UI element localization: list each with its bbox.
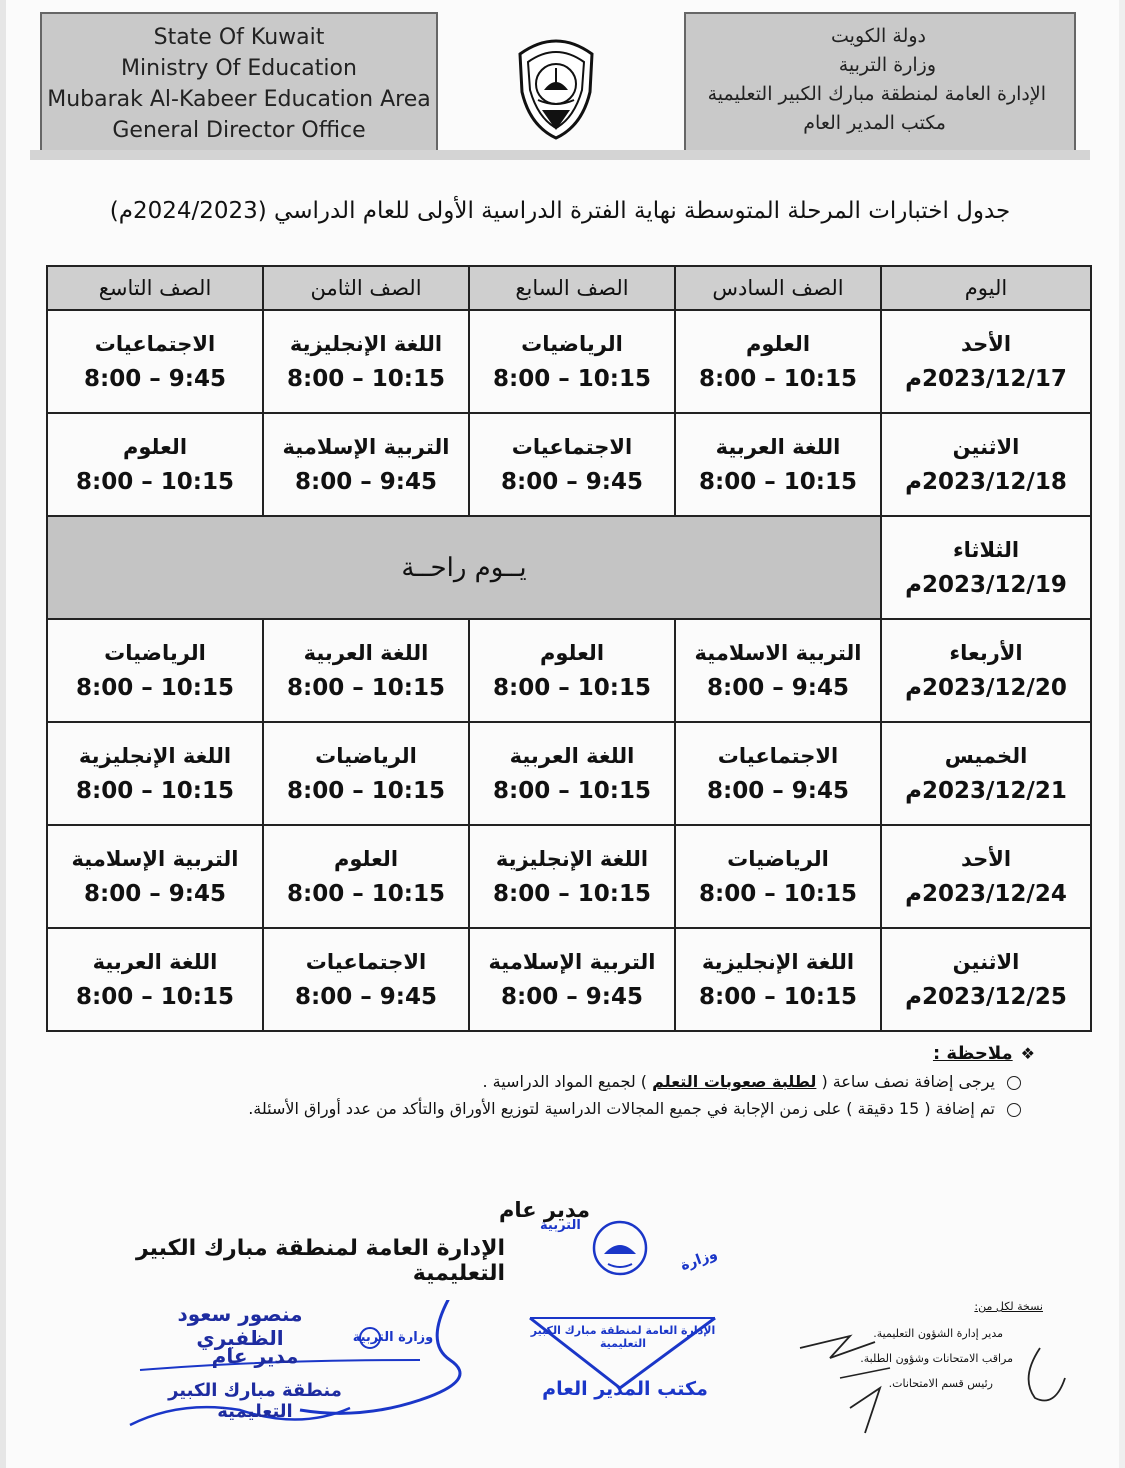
copies-item: رئيس قسم الامتحانات. bbox=[888, 1377, 993, 1390]
day-name: الخميس bbox=[944, 743, 1028, 768]
day-date: 2023/12/17م bbox=[905, 365, 1067, 392]
note-text: يرجى إضافة نصف ساعة ( bbox=[821, 1072, 995, 1091]
exam-time: 8:00 – 10:15 bbox=[76, 674, 234, 701]
exam-cell bbox=[469, 310, 675, 413]
day-name: الثلاثاء bbox=[952, 537, 1020, 562]
header-arabic-line: وزارة التربية bbox=[838, 54, 936, 76]
exam-cell bbox=[675, 722, 881, 825]
header-english-line: Mubarak Al-Kabeer Education Area bbox=[47, 87, 431, 112]
exam-time: 8:00 – 10:15 bbox=[76, 777, 234, 804]
exam-subject: اللغة العربية bbox=[303, 640, 429, 665]
exam-subject: الاجتماعيات bbox=[511, 434, 633, 459]
table-row bbox=[47, 516, 1091, 619]
day-cell bbox=[881, 825, 1091, 928]
page-edge-left bbox=[0, 0, 6, 1468]
rest-day-cell: يــوم راحــة bbox=[47, 516, 881, 619]
exam-subject: اللغة العربية bbox=[92, 949, 218, 974]
exam-time: 8:00 – 9:45 bbox=[84, 880, 226, 907]
stamp-text: التربية bbox=[540, 1218, 581, 1233]
day-date: 2023/12/25م bbox=[905, 983, 1067, 1010]
exam-time: 8:00 – 10:15 bbox=[493, 880, 651, 907]
exam-subject: العلوم bbox=[745, 331, 811, 356]
header-arabic-line: الإدارة العامة لمنطقة مبارك الكبير التعليمية bbox=[707, 83, 1046, 105]
day-date: 2023/12/24م bbox=[905, 880, 1067, 907]
exam-time: 8:00 – 10:15 bbox=[699, 983, 857, 1010]
exam-cell bbox=[469, 825, 675, 928]
exam-subject: اللغة الإنجليزية bbox=[289, 331, 443, 356]
director-stamp bbox=[120, 1300, 480, 1440]
exam-cell bbox=[47, 619, 263, 722]
exam-cell bbox=[263, 722, 469, 825]
exam-cell bbox=[263, 928, 469, 1031]
exam-subject: الاجتماعيات bbox=[305, 949, 427, 974]
exam-subject: التربية الإسلامية bbox=[71, 846, 239, 871]
day-cell bbox=[881, 516, 1091, 619]
diamond-bullet-icon: ❖ bbox=[1020, 1044, 1035, 1063]
exam-time: 8:00 – 9:45 bbox=[501, 983, 643, 1010]
stamp-text: منطقة مبارك الكبير التعليمية bbox=[168, 1380, 342, 1422]
column-header-grade-8: الصف الثامن bbox=[263, 266, 469, 310]
day-cell bbox=[881, 310, 1091, 413]
exam-cell bbox=[469, 619, 675, 722]
stamp-text: وزارة التربية bbox=[352, 1330, 434, 1345]
exam-cell bbox=[263, 310, 469, 413]
exam-time: 8:00 – 10:15 bbox=[76, 983, 234, 1010]
exam-cell bbox=[469, 722, 675, 825]
stamp-text: منصور سعود الظفيري bbox=[177, 1302, 303, 1350]
day-date: 2023/12/21م bbox=[905, 777, 1067, 804]
table-header-row bbox=[47, 266, 1091, 310]
exam-subject: الرياضيات bbox=[521, 331, 623, 356]
exam-time: 8:00 – 10:15 bbox=[699, 880, 857, 907]
exam-subject: العلوم bbox=[122, 434, 188, 459]
copies-item: مدير إدارة الشؤون التعليمية. bbox=[873, 1327, 1003, 1340]
exam-cell bbox=[263, 619, 469, 722]
table-row bbox=[47, 722, 1091, 825]
exam-time: 8:00 – 9:45 bbox=[501, 468, 643, 495]
exam-subject: اللغة العربية bbox=[715, 434, 841, 459]
header-english-line: Ministry Of Education bbox=[121, 56, 357, 81]
column-header-grade-7: الصف السابع bbox=[469, 266, 675, 310]
exam-time: 8:00 – 9:45 bbox=[295, 983, 437, 1010]
exam-schedule-table bbox=[46, 265, 1092, 1032]
table-row bbox=[47, 310, 1091, 413]
exam-subject: اللغة الإنجليزية bbox=[495, 846, 649, 871]
kuwait-emblem-icon bbox=[512, 34, 600, 142]
stamp-text: مكتب المدير العام bbox=[542, 1378, 708, 1400]
exam-cell bbox=[263, 413, 469, 516]
exam-subject: العلوم bbox=[333, 846, 399, 871]
exam-subject: اللغة العربية bbox=[509, 743, 635, 768]
copies-heading: نسخة لكل من: bbox=[974, 1300, 1043, 1313]
day-cell bbox=[881, 928, 1091, 1031]
day-date: 2023/12/19م bbox=[905, 571, 1067, 598]
document-title: جدول اختبارات المرحلة المتوسطة نهاية الفترة الدراسية الأولى للعام الدراسي (2024/2023م) bbox=[109, 198, 1011, 224]
day-date: 2023/12/18م bbox=[905, 468, 1067, 495]
exam-time: 8:00 – 10:15 bbox=[699, 365, 857, 392]
day-name: الأربعاء bbox=[949, 640, 1023, 665]
exam-time: 8:00 – 10:15 bbox=[287, 777, 445, 804]
note-text: تم إضافة ( 15 دقيقة ) على زمن الإجابة في جميع المجالات الدراسية لتوزيع الأوراق والتأكد من عدد أوراق الأسئلة. bbox=[248, 1099, 995, 1118]
exam-subject: اللغة الإنجليزية bbox=[78, 743, 232, 768]
exam-time: 8:00 – 9:45 bbox=[84, 365, 226, 392]
copies-item: مراقب الامتحانات وشؤون الطلبة. bbox=[860, 1352, 1013, 1365]
exam-time: 8:00 – 9:45 bbox=[707, 777, 849, 804]
official-stamp bbox=[500, 1208, 740, 1423]
exam-time: 8:00 – 10:15 bbox=[287, 365, 445, 392]
initials-scribble-icon bbox=[780, 1318, 1080, 1448]
header-arabic-box bbox=[684, 12, 1076, 154]
day-name: الأحد bbox=[960, 846, 1012, 871]
exam-cell bbox=[675, 928, 881, 1031]
circle-bullet-icon bbox=[1007, 1103, 1021, 1117]
exam-time: 8:00 – 10:15 bbox=[493, 365, 651, 392]
signature-title: مدير عام bbox=[498, 1198, 590, 1222]
notes-section bbox=[135, 1043, 1035, 1118]
table-row bbox=[47, 928, 1091, 1031]
exam-subject: اللغة الإنجليزية bbox=[701, 949, 855, 974]
exam-time: 8:00 – 9:45 bbox=[295, 468, 437, 495]
header-english-line: General Director Office bbox=[112, 118, 366, 143]
exam-subject: الرياضيات bbox=[727, 846, 829, 871]
table-row bbox=[47, 825, 1091, 928]
exam-cell bbox=[47, 413, 263, 516]
exam-cell bbox=[675, 825, 881, 928]
stamp-text: وزارة bbox=[678, 1246, 720, 1274]
exam-cell bbox=[675, 619, 881, 722]
note-emphasis: لطلبة صعوبات التعلم bbox=[652, 1072, 817, 1091]
day-cell bbox=[881, 722, 1091, 825]
exam-cell bbox=[47, 310, 263, 413]
exam-cell bbox=[47, 928, 263, 1031]
exam-time: 8:00 – 10:15 bbox=[287, 880, 445, 907]
circle-bullet-icon bbox=[1007, 1076, 1021, 1090]
page-edge-right bbox=[1119, 0, 1125, 1468]
header-english-box bbox=[40, 12, 438, 154]
exam-time: 8:00 – 10:15 bbox=[699, 468, 857, 495]
day-name: الاثنين bbox=[952, 949, 1020, 974]
exam-subject: الرياضيات bbox=[315, 743, 417, 768]
exam-subject: العلوم bbox=[539, 640, 605, 665]
exam-time: 8:00 – 10:15 bbox=[493, 674, 651, 701]
note-text: ) لجميع المواد الدراسية . bbox=[482, 1072, 648, 1091]
notes-heading: ملاحظة : bbox=[932, 1043, 1013, 1064]
exam-subject: التربية الإسلامية bbox=[282, 434, 450, 459]
column-header-grade-6: الصف السادس bbox=[675, 266, 881, 310]
note-item bbox=[135, 1072, 1035, 1091]
header-english-line: State Of Kuwait bbox=[153, 25, 325, 50]
exam-subject: التربية الاسلامية bbox=[694, 640, 862, 665]
header-divider bbox=[30, 150, 1090, 160]
exam-time: 8:00 – 10:15 bbox=[76, 468, 234, 495]
exam-cell bbox=[263, 825, 469, 928]
day-date: 2023/12/20م bbox=[905, 674, 1067, 701]
exam-time: 8:00 – 10:15 bbox=[287, 674, 445, 701]
exam-cell bbox=[47, 722, 263, 825]
exam-cell bbox=[47, 825, 263, 928]
day-cell bbox=[881, 619, 1091, 722]
table-row bbox=[47, 413, 1091, 516]
exam-cell bbox=[675, 310, 881, 413]
exam-time: 8:00 – 10:15 bbox=[493, 777, 651, 804]
exam-cell bbox=[675, 413, 881, 516]
signature-organization: الإدارة العامة لمنطقة مبارك الكبير التعليمية bbox=[135, 1236, 505, 1286]
table-row bbox=[47, 619, 1091, 722]
day-name: الأحد bbox=[960, 331, 1012, 356]
exam-cell bbox=[469, 413, 675, 516]
day-cell bbox=[881, 413, 1091, 516]
column-header-grade-9: الصف التاسع bbox=[47, 266, 263, 310]
exam-subject: الاجتماعيات bbox=[94, 331, 216, 356]
note-item bbox=[135, 1099, 1035, 1118]
day-name: الاثنين bbox=[952, 434, 1020, 459]
exam-subject: الرياضيات bbox=[104, 640, 206, 665]
exam-subject: الاجتماعيات bbox=[717, 743, 839, 768]
column-header-day: اليوم bbox=[881, 266, 1091, 310]
exam-cell bbox=[469, 928, 675, 1031]
header-arabic-line: مكتب المدير العام bbox=[803, 112, 946, 134]
exam-time: 8:00 – 9:45 bbox=[707, 674, 849, 701]
header-arabic-line: دولة الكويت bbox=[831, 25, 926, 47]
stamp-text: مدير عام bbox=[211, 1344, 299, 1368]
stamp-text: الإدارة العامة لمنطقة مبارك الكبير التعليمية bbox=[530, 1324, 716, 1350]
exam-subject: التربية الإسلامية bbox=[488, 949, 656, 974]
